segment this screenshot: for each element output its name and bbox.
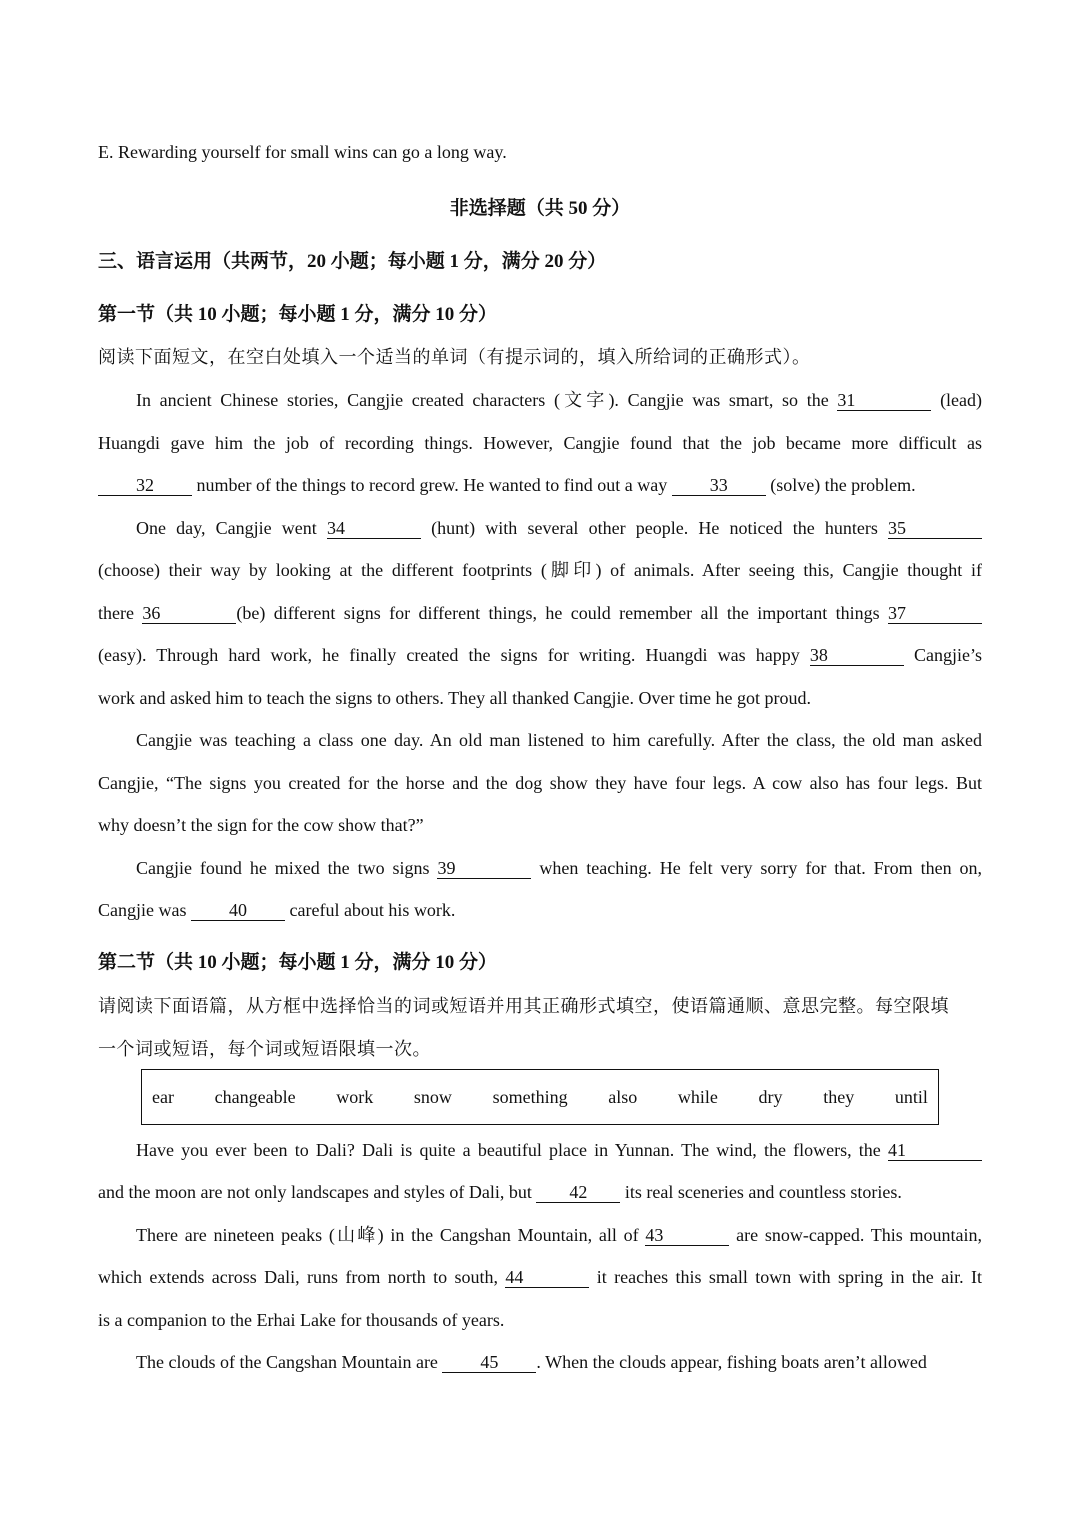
- word-bank-item: changeable: [214, 1086, 296, 1107]
- s2p2-line-1: There are nineteen peaks (山峰) in the Cangshan Mountain, all of 43 are snow-capped. This mountain,: [136, 1225, 983, 1245]
- p2-line-1: One day, Cangjie went 34 (hunt) with several other people. He noticed the hunters 35: [136, 517, 982, 539]
- sec2-heading: 第二节（共 10 小题；每小题 1 分，满分 10 分）: [98, 952, 498, 973]
- blank-32[interactable]: 32: [98, 475, 192, 496]
- word-bank-item: they: [823, 1086, 855, 1107]
- blank-41[interactable]: 41: [888, 1140, 982, 1161]
- blank-39[interactable]: 39: [437, 858, 531, 879]
- sec2-instruction-2: 一个词或短语，每个词或短语限填一次。: [98, 1039, 431, 1059]
- word-bank-box: [141, 1069, 939, 1125]
- word-bank-item: snow: [413, 1086, 452, 1107]
- blank-35[interactable]: 35: [888, 518, 982, 539]
- s2p2-line-3: is a companion to the Erhai Lake for thousands of years.: [98, 1310, 505, 1330]
- p2-line-2: (choose) their way by looking at the different footprints (脚印) of animals. After seeing this, Cangjie thought if: [98, 560, 982, 580]
- sec1-instruction: 阅读下面短文，在空白处填入一个适当的单词（有提示词的，填入所给词的正确形式）。: [98, 347, 811, 367]
- s2p1-line-2: and the moon are not only landscapes and styles of Dali, but 42 its real sceneries and countless stories.: [98, 1182, 902, 1202]
- word-bank-item: ear: [152, 1086, 174, 1107]
- blank-40[interactable]: 40: [191, 900, 285, 921]
- blank-31[interactable]: 31: [837, 390, 931, 411]
- p4-line-2: Cangjie was 40 careful about his work.: [98, 900, 456, 920]
- blank-42[interactable]: 42: [536, 1182, 620, 1203]
- section-title: 非选择题（共 50 分）: [449, 198, 631, 219]
- blank-33[interactable]: 33: [672, 475, 766, 496]
- word-bank-item: work: [336, 1086, 374, 1107]
- sec2-instruction-1: 请阅读下面语篇，从方框中选择恰当的词或短语并用其正确形式填空，使语篇通顺、意思完整。每空限填: [98, 996, 949, 1016]
- s2p3-line-1: The clouds of the Cangshan Mountain are 45 . When the clouds appear, fishing boats aren’t allowed: [136, 1352, 927, 1372]
- blank-36[interactable]: 36: [142, 603, 236, 624]
- word-bank-item: dry: [758, 1086, 783, 1107]
- word-bank-item: also: [608, 1086, 638, 1107]
- p2-line-5: work and asked him to teach the signs to others. They all thanked Cangjie. Over time he got proud.: [98, 688, 812, 708]
- p1-line-3: 32 number of the things to record grew. He wanted to find out a way 33 (solve) the problem.: [98, 474, 982, 496]
- word-bank-item: something: [492, 1086, 568, 1107]
- p3-line-3: why doesn’t the sign for the cow show that?”: [98, 815, 424, 835]
- p2-line-4: (easy). Through hard work, he finally created the signs for writing. Huangdi was happy 38 Cangjie’s: [98, 645, 983, 665]
- word-bank-item: while: [677, 1086, 718, 1107]
- blank-37[interactable]: 37: [888, 603, 982, 624]
- blank-38[interactable]: 38: [810, 645, 904, 666]
- s2p2-line-2: which extends across Dali, runs from north to south, 44 it reaches this small town with spring in the air. It: [98, 1267, 983, 1287]
- blank-43[interactable]: 43: [645, 1225, 729, 1246]
- p1-line-1: In ancient Chinese stories, Cangjie created characters (文字). Cangjie was smart, so the 31 (lead): [136, 390, 983, 410]
- blank-45[interactable]: 45: [442, 1352, 536, 1373]
- s2p1-line-1: Have you ever been to Dali? Dali is quite a beautiful place in Yunnan. The wind, the flowers, the 41: [136, 1139, 982, 1161]
- blank-44[interactable]: 44: [505, 1267, 589, 1288]
- option-e: E. Rewarding yourself for small wins can go a long way.: [98, 142, 507, 162]
- p3-line-1: Cangjie was teaching a class one day. An old man listened to him carefully. After the class, the old man asked: [136, 730, 982, 750]
- sec1-heading: 第一节（共 10 小题；每小题 1 分，满分 10 分）: [98, 304, 498, 325]
- word-bank-item: until: [894, 1086, 928, 1107]
- p4-line-1: Cangjie found he mixed the two signs 39 when teaching. He felt very sorry for that. From then on,: [136, 858, 983, 878]
- part3-heading: 三、语言运用（共两节，20 小题；每小题 1 分，满分 20 分）: [98, 251, 607, 272]
- p3-line-2: Cangjie, “The signs you created for the horse and the dog show they have four legs. A cow also has four legs. But: [98, 773, 982, 793]
- p1-line-2: Huangdi gave him the job of recording things. However, Cangjie found that the job became more difficult as: [98, 433, 982, 453]
- blank-34[interactable]: 34: [327, 518, 421, 539]
- p2-line-3: there 36 (be) different signs for different things, he could remember all the important things 37: [98, 602, 982, 624]
